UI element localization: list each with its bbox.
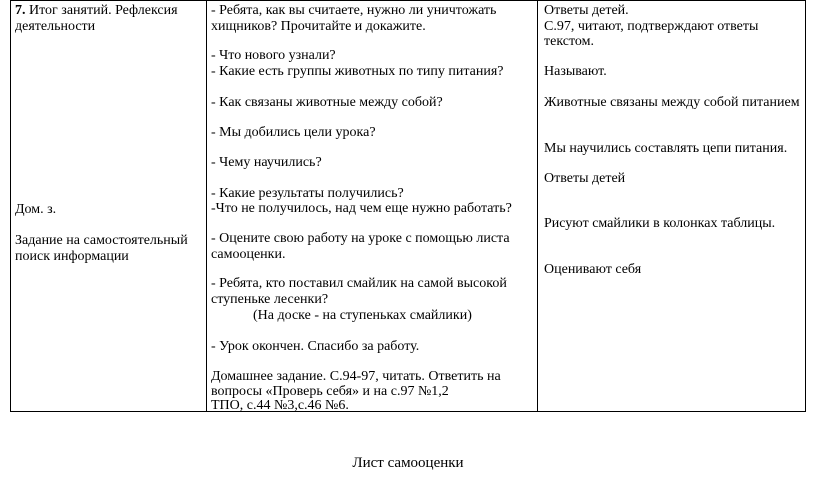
teacher-activity-column	[207, 1, 538, 411]
teacher-line: - Ребята, как вы считаете, нужно ли уничтожать	[211, 3, 497, 18]
teacher-line: Домашнее задание. С.94-97, читать. Ответить на	[211, 369, 501, 384]
student-line: текстом.	[544, 34, 595, 49]
task-line1: Задание на самостоятельный	[15, 233, 188, 248]
teacher-line: вопросы «Проверь себя» и на с.97 №1,2	[211, 384, 449, 399]
teacher-line: - Какие есть группы животных по типу питания?	[211, 64, 504, 79]
task-line2: поиск информации	[15, 249, 129, 264]
teacher-line: самооценки.	[211, 247, 286, 262]
self-assessment-title: Лист самооценки	[352, 455, 464, 471]
teacher-line: ступеньке лесенки?	[211, 292, 329, 307]
homework-label: Дом. з.	[15, 202, 57, 217]
student-line: С.97, читают, подтверждают ответы	[544, 19, 759, 34]
teacher-line: - Чему научились?	[211, 155, 322, 170]
student-line: Ответы детей	[544, 171, 626, 186]
teacher-line: - Оцените свою работу на уроке с помощью листа	[211, 231, 510, 246]
teacher-line: - Ребята, кто поставил смайлик на самой высокой	[211, 276, 507, 291]
teacher-line: хищников? Прочитайте и докажите.	[211, 19, 426, 34]
student-line: Оценивают себя	[544, 262, 642, 277]
stage-number: 7.	[15, 3, 26, 18]
stage-title-line1: Итог занятий. Рефлексия	[25, 3, 178, 18]
teacher-line: (На доске - на ступеньках смайлики)	[253, 308, 472, 323]
student-line: Называют.	[544, 64, 607, 79]
student-line: Животные связаны между собой питанием	[544, 95, 800, 110]
stage-title	[15, 3, 178, 19]
teacher-line: - Мы добились цели урока?	[211, 125, 376, 140]
teacher-line: - Что нового узнали?	[211, 48, 336, 63]
stage-title-line2: деятельности	[15, 19, 96, 34]
teacher-line: - Как связаны животные между собой?	[211, 95, 443, 110]
teacher-line: - Урок окончен. Спасибо за работу.	[211, 339, 420, 354]
teacher-line: - Какие результаты получились?	[211, 186, 404, 201]
lesson-table	[10, 0, 806, 412]
student-line: Мы научились составлять цепи питания.	[544, 141, 788, 156]
student-activity-column	[538, 1, 807, 411]
student-line: Ответы детей.	[544, 3, 629, 18]
student-line: Рисуют смайлики в колонках таблицы.	[544, 216, 776, 231]
teacher-line: -Что не получилось, над чем еще нужно работать?	[211, 201, 512, 216]
stage-column	[11, 1, 207, 411]
teacher-line: ТПО, с.44 №3,с.46 №6.	[211, 398, 349, 413]
